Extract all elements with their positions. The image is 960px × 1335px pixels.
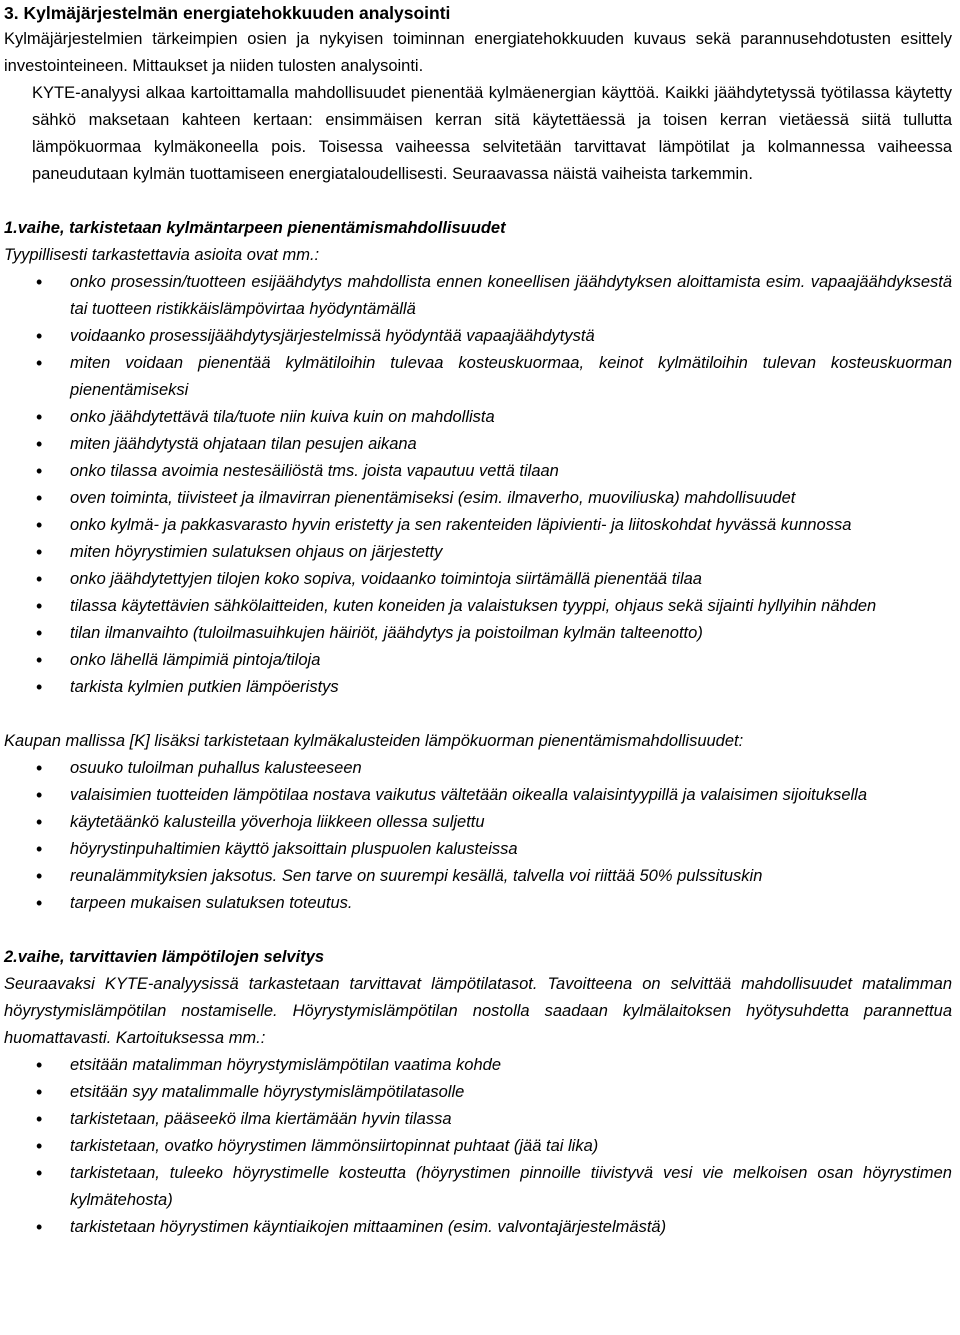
list-item: • miten jäähdytystä ohjataan tilan pesujen aikana (4, 431, 952, 458)
list-item: • voidaanko prosessijäähdytysjärjestelmissä hyödyntää vapaajäähdytystä (4, 323, 952, 350)
list-item: • onko prosessin/tuotteen esijäähdytys mahdollista ennen koneellisen jäähdytyksen aloittamista esim. vapaajäähdyksestä tai tuotteen ristikkäislämpövirtaa hyödyntämällä (4, 269, 952, 323)
list-item: • miten voidaan pienentää kylmätiloihin tulevaa kosteuskuormaa, keinot kylmätiloihin tulevan kosteuskuorman pienentämiseksi (4, 350, 952, 404)
phase1-subtitle: Tyypillisesti tarkastettavia asioita ovat mm.: (4, 246, 320, 264)
list-item: • tilassa käytettävien sähkölaitteiden, kuten koneiden ja valaistuksen tyyppi, ohjaus sekä sijainti hyllyihin nähden (4, 593, 952, 620)
list-item: • reunalämmityksien jaksotus. Sen tarve on suurempi kesällä, talvella voi riittää 50% pulssituskin (4, 863, 952, 890)
list-item: • onko jäähdytettävä tila/tuote niin kuiva kuin on mahdollista (4, 404, 952, 431)
spacer (4, 188, 952, 215)
phase2-heading: 2.vaihe, tarvittavien lämpötilojen selvitys (4, 948, 325, 966)
list-item: • höyrystinpuhaltimien käyttö jaksoittain pluspuolen kalusteissa (4, 836, 952, 863)
store-list (4, 755, 952, 917)
list-item: • miten höyrystimien sulatuksen ohjaus on järjestetty (4, 539, 952, 566)
store-subtitle: Kaupan mallissa [K] lisäksi tarkistetaan kylmäkalusteiden lämpökuorman pienentämismahdollisuudet: (4, 732, 744, 750)
list-item: • onko jäähdytettyjen tilojen koko sopiva, voidaanko toimintoja siirtämällä pienentää tilaa (4, 566, 952, 593)
kyte-intro-paragraph: KYTE-analyysi alkaa kartoittamalla mahdollisuudet pienentää kylmäenergian käyttöä. Kaikki jäähdytetyssä työtilassa käytetty sähkö maksetaan kahteen kertaan: ensimmäisen kerran sitä käytettäessä ja toisen kerran vietäessä siitä tullutta lämpökuormaa kylmäkoneella pois. Toisessa vaiheessa selvitetään tarvittavat lämpötilat ja kolmannessa vaiheessa paneudutaan kylmän tuottamiseen energiataloudellisesti. Seuraavassa näistä vaiheista tarkemmin. (32, 84, 952, 183)
list-item: • käytetäänkö kalusteilla yöverhoja liikkeen ollessa suljettu (4, 809, 952, 836)
phase2-intro: Seuraavaksi KYTE-analyysissä tarkastetaan tarvittavat lämpötilatasot. Tavoitteena on selvittää mahdollisuudet matalimman höyrystymislämpötilan nostamiselle. Höyrystymislämpötilan nostolla saadaan kylmälaitoksen hyötysuhdetta parannettua huomattavasti. Kartoituksessa mm.: (4, 975, 952, 1047)
list-item: • tilan ilmanvaihto (tuloilmasuihkujen häiriöt, jäähdytys ja poistoilman kylmän talteenotto) (4, 620, 952, 647)
list-item: • tarkistetaan, pääseekö ilma kiertämään hyvin tilassa (4, 1106, 952, 1133)
list-item: • tarkistetaan, tuleeko höyrystimelle kosteutta (höyrystimen pinnoille tiivistyvä vesi vie melkoisen osan höyrystimen kylmätehosta) (4, 1160, 952, 1214)
list-item: • tarkistetaan, ovatko höyrystimen lämmönsiirtopinnat puhtaat (jää tai lika) (4, 1133, 952, 1160)
list-item: • tarpeen mukaisen sulatuksen toteutus. (4, 890, 952, 917)
list-item: • onko tilassa avoimia nestesäiliöstä tms. joista vapautuu vettä tilaan (4, 458, 952, 485)
list-item: • onko kylmä- ja pakkasvarasto hyvin eristetty ja sen rakenteiden läpivienti- ja liitoskohdat hyvässä kunnossa (4, 512, 952, 539)
section-title: 3. Kylmäjärjestelmän energiatehokkuuden analysointi (4, 3, 451, 23)
intro-paragraph: Kylmäjärjestelmien tärkeimpien osien ja nykyisen toiminnan energiatehokkuuden kuvaus sekä parannusehdotusten esittely investointeineen. Mittaukset ja niiden tulosten analysointi. (4, 30, 952, 75)
phase1-list (4, 269, 952, 701)
list-item: • tarkista kylmien putkien lämpöeristys (4, 674, 952, 701)
phase2-list (4, 1052, 952, 1241)
list-item: • oven toiminta, tiivisteet ja ilmavirran pienentämiseksi (esim. ilmaverho, muoviliuska) mahdollisuudet (4, 485, 952, 512)
list-item: • etsitään syy matalimmalle höyrystymislämpötilatasolle (4, 1079, 952, 1106)
spacer (4, 917, 952, 944)
list-item: • valaisimien tuotteiden lämpötilaa nostava vaikutus vältetään oikealla valaisintyypillä ja valaisimen sijoituksella (4, 782, 952, 809)
spacer (4, 701, 952, 728)
list-item: • osuuko tuloilman puhallus kalusteeseen (4, 755, 952, 782)
phase1-heading: 1.vaihe, tarkistetaan kylmäntarpeen pienentämismahdollisuudet (4, 219, 506, 237)
list-item: • tarkistetaan höyrystimen käyntiaikojen mittaaminen (esim. valvontajärjestelmästä) (4, 1214, 952, 1241)
list-item: • etsitään matalimman höyrystymislämpötilan vaatima kohde (4, 1052, 952, 1079)
list-item: • onko lähellä lämpimiä pintoja/tiloja (4, 647, 952, 674)
